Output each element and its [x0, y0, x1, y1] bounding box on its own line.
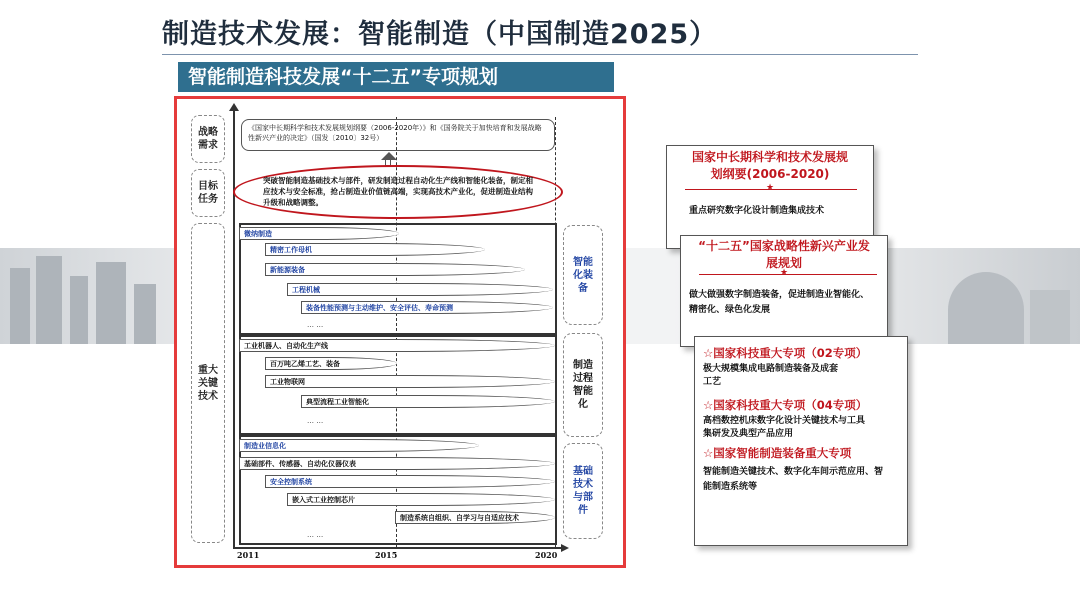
project-intelligent-equipment: [703, 445, 903, 495]
title-divider: [162, 54, 918, 55]
up-arrow-icon: [381, 152, 397, 160]
row-label-key-tech: 重大关键技术: [191, 223, 225, 543]
section1-ellipsis: … …: [307, 321, 324, 329]
y-axis-arrow: [229, 103, 239, 111]
lane-self-organizing: 制造系统自组织、自学习与自适应技术: [395, 511, 555, 524]
year-2011: 2011: [237, 550, 260, 560]
planning-diagram: [174, 96, 626, 568]
x-axis-arrow: [561, 544, 569, 552]
building-silhouette: [1030, 290, 1070, 344]
project-04-body: 高档数控机床数字化设计关键技术与工具集研发及典型产品应用: [703, 416, 866, 439]
strategy-box: [241, 119, 555, 151]
card-national-plan: [666, 145, 874, 249]
section3-ellipsis: … …: [307, 531, 324, 539]
project-02: [703, 345, 903, 389]
card2-body: 做大做强数字制造装备，促进制造业智能化、精密化、绿色化发展: [689, 290, 870, 315]
star-icon: ★: [780, 268, 789, 278]
building-silhouette: [96, 262, 126, 344]
card-emerging-industry-plan: [680, 235, 888, 347]
lane-industrial-robot: 工业机器人、自动化生产线: [239, 339, 555, 352]
section2-ellipsis: … …: [307, 417, 324, 425]
card1-title: 国家中长期科学和技术发展规划纲要(2006-2020): [691, 150, 848, 181]
lane-sensors: 基础部件、传感器、自动化仪器仪表: [239, 457, 555, 470]
section-subtitle: 智能制造科技发展“十二五”专项规划: [178, 62, 614, 92]
star-icon: ★: [766, 183, 775, 193]
lane-process-industry: 典型流程工业智能化: [301, 395, 555, 408]
lane-safety-control: 安全控制系统: [265, 475, 555, 488]
project-04: [703, 397, 903, 441]
lane-ethylene: 百万吨乙烯工艺、装备: [265, 357, 397, 370]
project-ie-title: ☆国家智能制造装备重大专项: [703, 446, 852, 460]
row-label-target: 目标任务: [191, 169, 225, 217]
lane-construction-machinery: 工程机械: [287, 283, 553, 296]
card-major-projects: [694, 336, 908, 546]
strategy-text: 《国家中长期科学和技术发展规划纲要（2006-2020年）》和《国务院关于加快培育和发展战略性新兴产业的决定》（国发〔2010〕32号）: [248, 124, 542, 142]
target-text: 突破智能制造基础技术与部件，研发制造过程自动化生产线和智能化装备，制定相应技术与安全标准，抢占制造业价值链高端，实现高技术产业化，促进制造业结构升级和战略调整。: [263, 176, 533, 207]
card2-title: “十二五”国家战略性新兴产业发展规划: [698, 239, 870, 270]
building-silhouette: [36, 256, 62, 344]
temple-silhouette: [948, 272, 1024, 344]
card1-body: 重点研究数字化设计制造集成技术: [689, 206, 825, 216]
project-02-title: ☆国家科技重大专项（02专项）: [703, 346, 868, 360]
year-2015: 2015: [375, 550, 398, 560]
project-02-body: 极大规模集成电路制造装备及成套工艺: [703, 364, 839, 387]
project-ie-body: 智能制造关键技术、数字化车间示范应用、智能制造系统等: [703, 467, 884, 492]
lane-equipment-prediction: 装备性能预测与主动维护、安全评估、寿命预测: [301, 301, 553, 314]
lane-manufacturing-informatization: 制造业信息化: [239, 439, 479, 452]
lane-iot: 工业物联网: [265, 375, 555, 388]
lane-precision-machine: 精密工作母机: [265, 243, 485, 256]
lane-micro-nano: 微纳制造: [239, 227, 399, 240]
project-04-title: ☆国家科技重大专项（04专项）: [703, 398, 868, 412]
x-axis: [233, 547, 563, 549]
lane-new-energy: 新能源装备: [265, 263, 525, 276]
group-basic-tech: 基础技术与部件: [563, 443, 603, 539]
target-ellipse: [233, 165, 563, 219]
y-axis: [233, 109, 235, 549]
building-silhouette: [10, 268, 30, 344]
lane-embedded-chip: 嵌入式工业控制芯片: [287, 493, 555, 506]
year-2020: 2020: [535, 550, 558, 560]
building-silhouette: [70, 276, 88, 344]
group-intelligent-equipment: 智能化装备: [563, 225, 603, 325]
row-label-strategy: 战略需求: [191, 115, 225, 163]
building-silhouette: [134, 284, 156, 344]
group-process-intelligence: 制造过程智能化: [563, 333, 603, 437]
page-title: 制造技术发展：智能制造（中国制造2025）: [162, 19, 718, 50]
